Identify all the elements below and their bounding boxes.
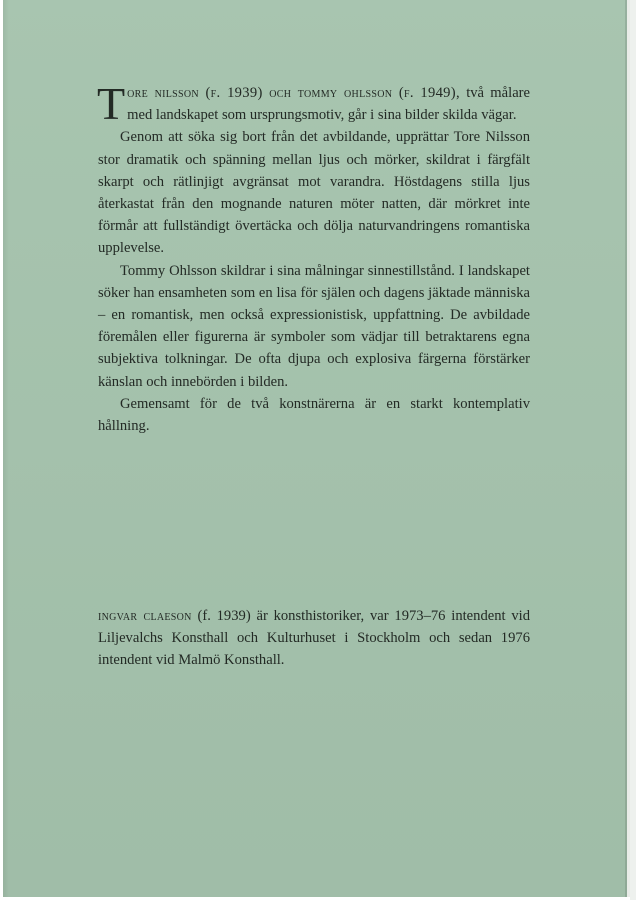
book-back-cover [3, 0, 631, 897]
blurb-text [97, 78, 531, 437]
author-name: ingvar claeson [98, 608, 192, 624]
author-bio [98, 605, 530, 672]
blurb-paragraph-3: Tommy Ohlsson skildrar i sina målningar sinnestillstånd. I landskapet söker han ensamheten som en lisa för själen och dagens jäktade människa – en romantisk, men också expressionistisk, uppfattning. De avbildade föremålen eller figurerna är symboler som vädjar till betraktarens egna subjektiva tolkningar. De ofta djupa och explosiva färgerna förstärker känslan och innebörden i bilden. [98, 262, 530, 390]
author-bio-text: (f. 1939) är konsthistoriker, var 1973–76 intendent vid Liljevalchs Konsthall och Kulturhuset i Stockholm och sedan 1976 intendent vid Malmö Konsthall. [98, 608, 530, 669]
blurb-paragraph-4: Gemensamt för de två konstnärerna är en starkt kontemplativ hållning. [98, 395, 530, 435]
artist-names: ore nilsson (f. 1939) och tommy ohlsson (f. 1949), [127, 85, 460, 101]
author-bio-paragraph [98, 605, 530, 672]
drop-cap: T [97, 78, 126, 129]
blurb-paragraph-1 [97, 78, 531, 129]
blurb-paragraph-1-rest: två målare med landskapet som ursprungsmotiv, går i sina bilder skilda vägar. [127, 85, 531, 124]
page-edge [630, 0, 636, 900]
blurb-paragraph-2: Genom att söka sig bort från det avbildande, upprättar Tore Nilsson stor dramatik och spänning mellan ljus och mörker, skildrat i färgfält skarpt och rätlinjigt avgränsat mot varandra. Höstdagens stilla ljus återkastat från den mognande naturen möter natten, där mörkret inte förmår att fullständigt övertäcka och dölja naturvandringens romantiska upplevelse. [98, 129, 530, 257]
